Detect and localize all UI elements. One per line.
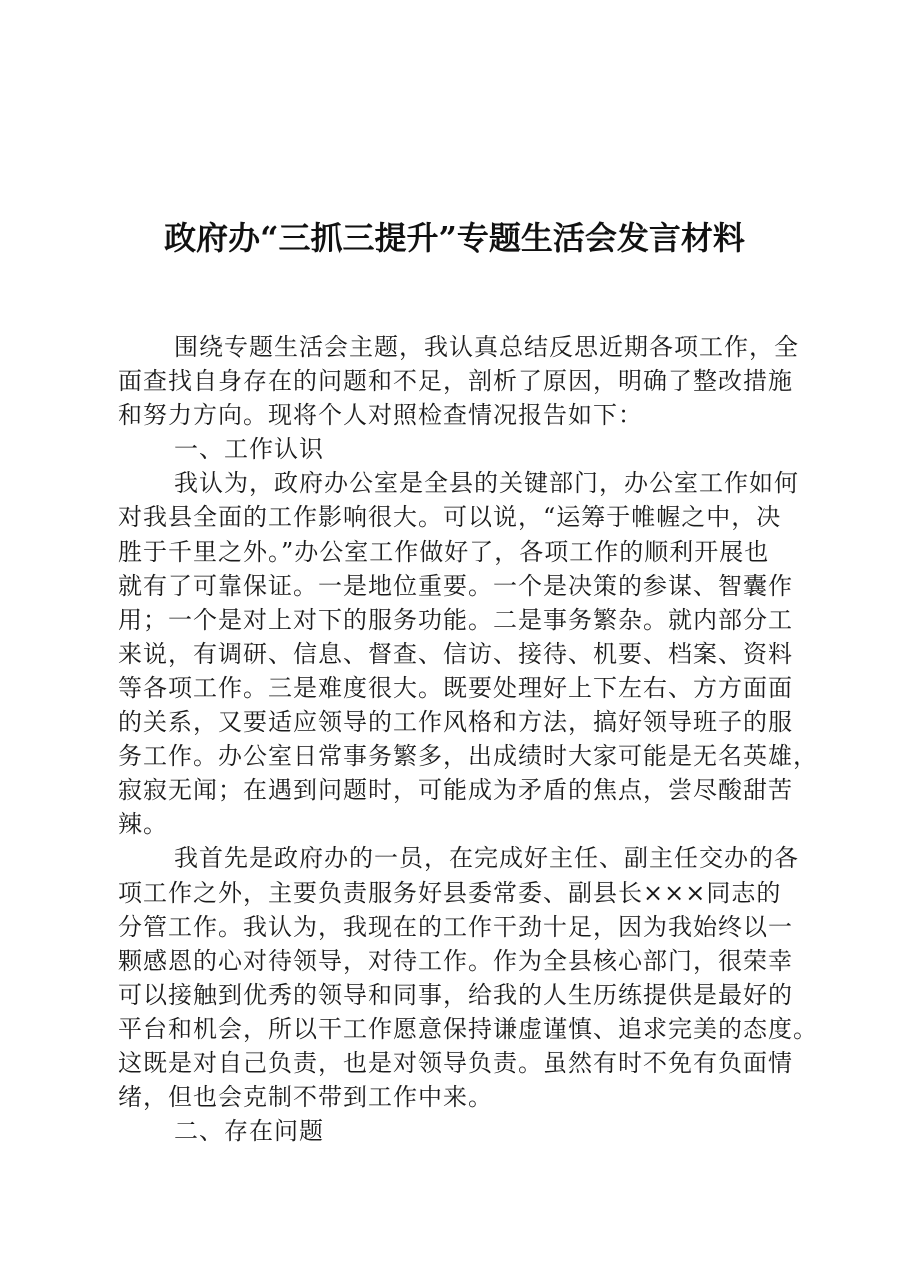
paragraph-line: 辣。 [118,810,168,839]
paragraph-line: 颗感恩的心对待领导，对待工作。作为全县核心部门，很荣幸 [118,946,793,975]
paragraph-line: 和努力方向。现将个人对照检查情况报告如下： [118,401,643,430]
paragraph-line: 来说，有调研、信息、督查、信访、接待、机要、档案、资料 [118,639,793,668]
paragraph-line: 等各项工作。三是难度很大。既要处理好上下左右、方方面面 [118,673,793,702]
paragraph-line: 对我县全面的工作影响很大。可以说，“运筹于帷幄之中，决 [118,503,782,532]
section-heading: 二、存在问题 [174,1117,324,1146]
paragraph-line: 我认为，政府办公室是全县的关键部门，办公室工作如何 [174,469,799,498]
paragraph-line: 绪，但也会克制不带到工作中来。 [118,1083,493,1112]
paragraph-line: 围绕专题生活会主题，我认真总结反思近期各项工作，全 [174,333,799,361]
document-body [118,330,818,1148]
paragraph-line: 项工作之外，主要负责服务好县委常委、副县长×××同志的 [118,878,782,907]
paragraph-line: 的关系，又要适应领导的工作风格和方法，搞好领导班子的服 [118,708,793,737]
paragraph-line: 这既是对自己负责，也是对领导负责。虽然有时不免有负面情 [118,1048,793,1077]
paragraph-line: 我首先是政府办的一员，在完成好主任、副主任交办的各 [174,844,799,873]
document-title: 政府办“三抓三提升”专题生活会发言材料 [164,219,745,257]
paragraph-line: 面查找自身存在的问题和不足，剖析了原因，明确了整改措施 [118,367,793,396]
paragraph-line: 平台和机会，所以干工作愿意保持谦虚谨慎、追求完美的态度。 [118,1014,818,1043]
paragraph-line: 务工作。办公室日常事务繁多，出成绩时大家可能是无名英雄， [118,742,818,771]
section-heading: 一、工作认识 [174,435,324,464]
paragraph-line: 就有了可靠保证。一是地位重要。一个是决策的参谋、智囊作 [118,571,793,600]
paragraph-line: 寂寂无闻；在遇到问题时，可能成为矛盾的焦点，尝尽酸甜苦 [118,776,793,805]
paragraph-line: 可以接触到优秀的领导和同事，给我的人生历练提供是最好的 [118,980,793,1009]
paragraph-line: 用；一个是对上对下的服务功能。二是事务繁杂。就内部分工 [118,605,793,634]
paragraph-line: 分管工作。我认为，我现在的工作干劲十足，因为我始终以一 [118,912,793,941]
paragraph-line: 胜于千里之外。”办公室工作做好了，各项工作的顺利开展也 [118,537,770,566]
